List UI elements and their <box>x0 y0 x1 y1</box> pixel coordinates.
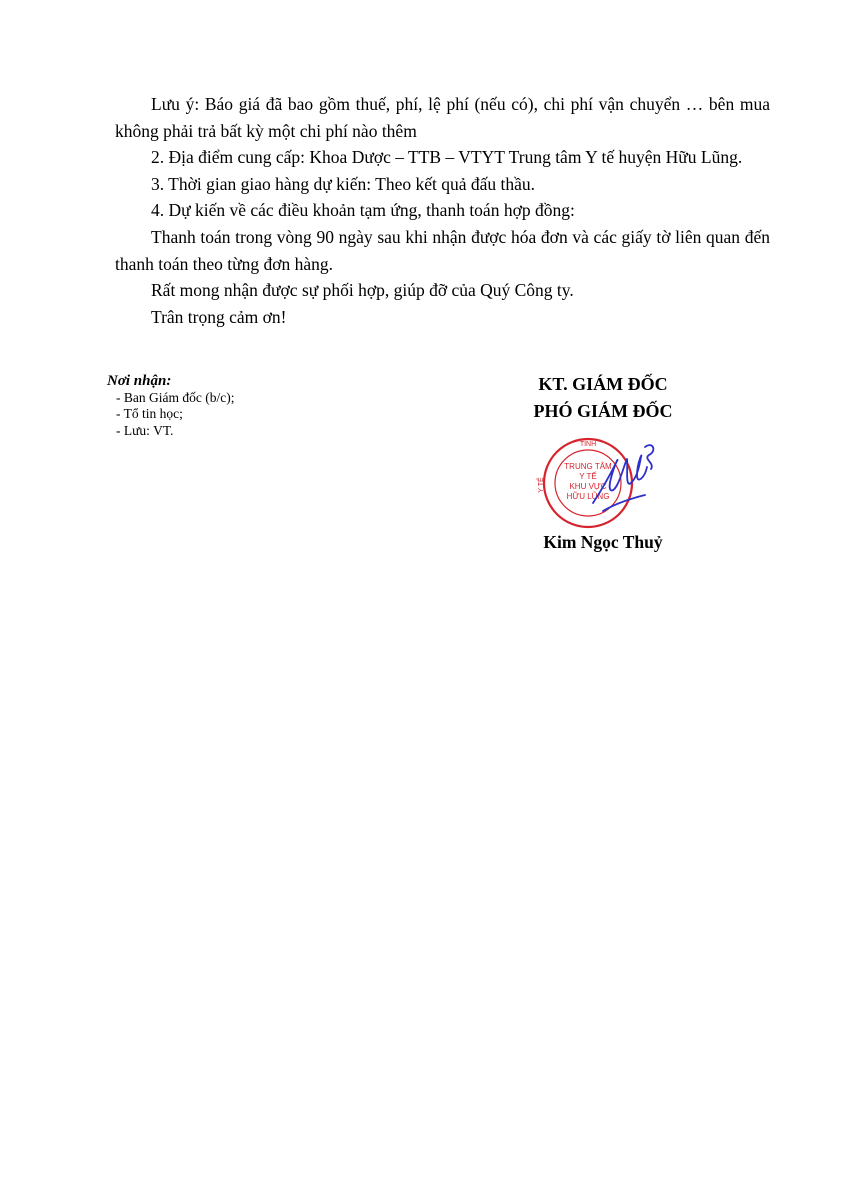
paragraph-location: 2. Địa điểm cung cấp: Khoa Dược – TTB – VTYT Trung tâm Y tế huyện Hữu Lũng. <box>151 147 743 168</box>
recipient-item: - Tổ tin học; <box>116 406 183 421</box>
seal-ring-left: Y TẾ <box>538 477 545 493</box>
body-text <box>115 91 770 330</box>
official-seal-icon <box>533 433 673 533</box>
seal-center-3: KHU VỰC <box>569 482 607 491</box>
paragraph-cooperation: Rất mong nhận được sự phối hợp, giúp đỡ của Quý Công ty. <box>151 280 574 301</box>
seal-center-4: HỮU LŨNG <box>566 492 610 501</box>
paragraph-delivery-time: 3. Thời gian giao hàng dự kiến: Theo kết quả đấu thầu. <box>151 173 536 194</box>
signature-title-2: PHÓ GIÁM ĐỐC <box>533 401 673 421</box>
recipient-item: - Ban Giám đốc (b/c); <box>116 389 235 405</box>
paragraph-payment-terms: 4. Dự kiến về các điều khoản tạm ứng, thanh toán hợp đồng: <box>151 200 575 221</box>
signature-block <box>508 371 698 552</box>
paragraph-thanks: Trân trọng cảm ơn! <box>151 306 287 327</box>
paragraph-note: Lưu ý: Báo giá đã bao gồm thuế, phí, lệ phí (nếu có), chi phí vận chuyển … bên mua không phải trả bất kỳ một chi phí nào thêm <box>115 94 770 141</box>
seal-center-2: Y TẾ <box>579 472 597 481</box>
signature-title-1: KT. GIÁM ĐỐC <box>538 374 668 394</box>
paragraph-payment-detail: Thanh toán trong vòng 90 ngày sau khi nhận được hóa đơn và các giấy tờ liên quan đến thanh toán theo từng đơn hàng. <box>115 226 770 274</box>
seal-ring-top: TỈNH <box>579 441 597 448</box>
recipient-item: - Lưu: VT. <box>116 422 174 438</box>
seal-center-1: TRUNG TÂM <box>564 462 612 471</box>
signer-name: Kim Ngọc Thuỷ <box>543 532 663 552</box>
recipients-block <box>107 373 234 439</box>
recipients-title: Nơi nhận: <box>107 373 172 389</box>
